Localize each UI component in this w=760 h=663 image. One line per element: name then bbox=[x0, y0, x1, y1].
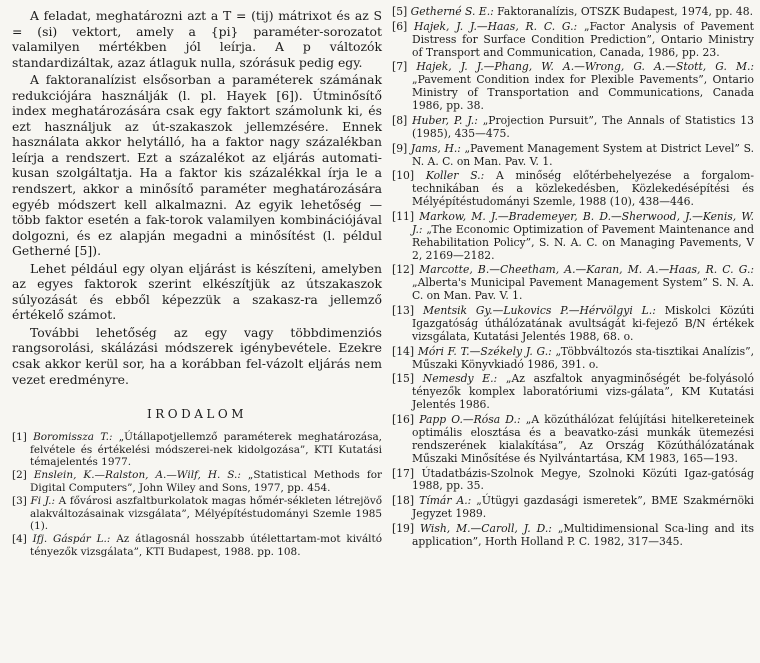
reference-list-left bbox=[12, 431, 382, 558]
reference-item bbox=[12, 469, 382, 494]
reference-author: Móri F. T.—Székely J. G.: bbox=[417, 344, 552, 358]
reference-author: Mentsik Gy.—Lukovics P.—Hérvölgyi L.: bbox=[422, 304, 656, 318]
body-paragraph-4: További lehetőség az egy vagy többdimenziós rangsorolási, skálázási módszerek igénybevétele. Ezekre csak akkor kerül sor, ha a korábban fel-vázolt eljárás nem vezet eredményre. bbox=[12, 324, 382, 387]
reference-author: Enslein, K.—Ralston, A.—Wilf, H. S.: bbox=[33, 469, 241, 482]
reference-item bbox=[12, 533, 382, 558]
reference-item bbox=[392, 170, 754, 209]
left-column bbox=[12, 8, 382, 559]
reference-number: [3] bbox=[12, 495, 27, 508]
reference-text: „Az aszfaltok anyagminőségét be-folyásoló tényezők komplex laboratóriumi vizs-gálata”, KM Kutatási Jelentés 1986. bbox=[412, 372, 754, 412]
reference-number: [9] bbox=[392, 141, 408, 155]
reference-item bbox=[392, 6, 754, 19]
reference-item bbox=[392, 495, 754, 521]
reference-text: A fővárosi aszfaltburkolatok magas hőmér-sékleten létrejövő alakváltozásainak vizsgálata”, Mélyépítéstudományi Szemle 1985 (1). bbox=[30, 495, 382, 533]
reference-author: Jams, H.: bbox=[410, 141, 461, 155]
reference-number: [15] bbox=[392, 372, 415, 386]
reference-item bbox=[392, 346, 754, 372]
body-paragraph-2: A faktoranalízist elsősorban a paraméterek számának redukciójára használják (l. pl. Hayek [6]). Útminősítő index meghatározására csak egy faktort számolunk ki, és ezt használjuk az út-szakaszok jellemzésére. Ennek használata akkor helytálló, ha a faktor nagy százalékban leírja a rendszert. Ezt a százalékot az eljárás automati-kusan szolgáltatja. Ha a faktor kis százalékkal írja le a rendszert, akkor a minősítő paraméter meghatározására egyéb módszert kell alkalmazni. Az egyik lehetőség — több faktor esetén a fak-torok valamilyen kombinációjával dolgozni, és ez alapján megadni a minősítést (l. példul Getherné [5]). bbox=[12, 72, 382, 259]
reference-item bbox=[392, 211, 754, 263]
reference-text: „Multidimensional Sca-ling and its application”, Horth Holland P. C. 1982, 317—345. bbox=[412, 521, 754, 548]
reference-item bbox=[392, 414, 754, 466]
reference-author: Hajek, J. J.—Haas, R. C. G.: bbox=[414, 19, 578, 33]
reference-item bbox=[12, 495, 382, 533]
reference-author: Boromissza T.: bbox=[33, 431, 113, 444]
reference-text: „A közúthálózat felújítási hitelkereteinek optimális elosztása és a beavatko-zási munkák ütemezési rendszerének kialakítása”, Az Ország Közúthálózatának Műszaki Minősítése és Nyilvántartása, KM 1983, 165—193. bbox=[412, 412, 755, 465]
reference-text: Az átlagosnál hosszabb útélettartam-mot kiváltó tényezők vizsgálata”, KTI Budapest, 1988. pp. 108. bbox=[30, 533, 382, 558]
reference-item bbox=[392, 21, 754, 60]
reference-number: [8] bbox=[392, 113, 408, 127]
reference-author: Tímár A.: bbox=[419, 494, 472, 508]
reference-author: Papp O.—Rósa D.: bbox=[419, 412, 521, 426]
reference-number: [10] bbox=[392, 169, 415, 183]
reference-text: „Pavement Management System at District Level” S. N. A. C. on Man. Pav. V. 1. bbox=[412, 141, 754, 168]
reference-item bbox=[392, 468, 754, 494]
reference-author: Marcotte, B.—Cheetham, A.—Karan, M. A.—Haas, R. C. G.: bbox=[419, 263, 754, 277]
reference-number: [12] bbox=[392, 263, 415, 277]
reference-number: [11] bbox=[392, 209, 415, 223]
reference-item bbox=[392, 373, 754, 412]
reference-text: „Pavement Condition index for Plexible Pavements”, Ontario Ministry of Transportation and Communications, Canada 1986, pp. 38. bbox=[412, 73, 754, 113]
reference-number: [19] bbox=[392, 521, 415, 535]
reference-number: [4] bbox=[12, 533, 27, 546]
reference-number: [17] bbox=[392, 466, 415, 480]
reference-number: [1] bbox=[12, 431, 27, 444]
reference-author: Nemesdy E.: bbox=[422, 372, 498, 386]
reference-text: „Statistical Methods for Digital Computers”, John Wiley and Sons, 1977, pp. 454. bbox=[30, 469, 382, 494]
reference-author: Getherné S. E.: bbox=[410, 5, 494, 18]
reference-number: [5] bbox=[392, 5, 408, 18]
reference-number: [6] bbox=[392, 19, 408, 33]
reference-text: „Factor Analysis of Pavement Distress for Surface Condition Prediction”, Ontario Ministry of Transport and Communication, Canada, 1986, pp. 23. bbox=[412, 19, 755, 59]
reference-author: Huber, P. J.: bbox=[412, 113, 478, 127]
reference-list-right bbox=[392, 6, 754, 549]
reference-author: Markow, M. J.—Brademeyer, B. D.—Sherwood, J.—Kenis, W. J.: bbox=[412, 209, 755, 236]
reference-text: „The Economic Optimization of Pavement Maintenance and Rehabilitation Policy”, S. N. A. C. on Managing Pavements, V 2, 2169—2182. bbox=[412, 222, 754, 262]
reference-text: „Alberta's Municipal Pavement Management System” S. N. A. C. on Man. Pav. V. 1. bbox=[412, 276, 754, 303]
reference-item bbox=[392, 523, 754, 549]
reference-item bbox=[12, 431, 382, 469]
reference-item bbox=[392, 143, 754, 169]
body-paragraph-1: A feladat, meghatározni azt a T = (tij) mátrixot és az S = (si) vektort, amely a {pi} paraméter-sorozatot valamilyen mértékben jól leírja. A p változók standardizáltak, azaz átlaguk nulla, szórásuk pedig egy. bbox=[12, 8, 382, 70]
reference-author: Ifj. Gáspár L.: bbox=[32, 533, 111, 546]
reference-author: Hajek, J. J.—Phang, W. A.—Wrong, G. A.—Stott, G. M.: bbox=[416, 60, 754, 74]
reference-text: Faktoranalízis, OTSZK Budapest, 1974, pp. 48. bbox=[493, 5, 754, 18]
reference-author: Fi J.: bbox=[30, 495, 55, 508]
reference-number: [2] bbox=[12, 469, 27, 482]
reference-item bbox=[392, 264, 754, 303]
reference-item bbox=[392, 305, 754, 344]
body-paragraph-3: Lehet például egy olyan eljárást is készíteni, amelyben az egyes faktorok szerint elkészítjük az útszakaszok súlyozását és ebből képezzük a szakasz-ra jellemző értékelő számot. bbox=[12, 260, 382, 323]
reference-number: [13] bbox=[392, 304, 415, 318]
right-column bbox=[392, 6, 754, 551]
reference-number: [7] bbox=[392, 60, 408, 74]
reference-author: Wish, M.—Caroll, J. D.: bbox=[420, 521, 552, 535]
reference-item bbox=[392, 115, 754, 141]
reference-text: „Többváltozós sta-tisztikai Analízis”, Műszaki Könyvkiadó 1986, 391. o. bbox=[412, 344, 754, 371]
reference-text: Miskolci Közúti Igazgatóság úthálózatának avultságát ki-fejező B/N értékek vizsgálata, Kutatási Jelentés 1988, 68. o. bbox=[412, 304, 755, 343]
reference-text: Útadatbázis-Szolnok Megye, Szolnoki Közúti Igaz-gatóság 1988, pp. 35. bbox=[412, 466, 754, 493]
reference-item bbox=[392, 61, 754, 113]
reference-number: [14] bbox=[392, 344, 415, 358]
references-heading: IRODALOM bbox=[147, 407, 247, 422]
reference-text: „Útállapotjellemző paraméterek meghatározása, felvétele és értékelési módszerei-nek kidolgozása”, KTI Kutatási témajelentés 1977. bbox=[30, 431, 382, 469]
reference-author: Koller S.: bbox=[425, 169, 485, 183]
reference-number: [16] bbox=[392, 412, 415, 426]
reference-text: A minőség előtérbehelyezése a forgalom-technikában és a közlekedésben, Közlekedésépítési és Mélyépítéstudományi Szemle, 1988 (10), 438—446. bbox=[412, 169, 754, 209]
reference-text: „Projection Pursuit”, The Annals of Statistics 13 (1985), 435—475. bbox=[412, 113, 754, 140]
reference-text: „Útügyi gazdasági ismeretek”, BME Szakmérnöki Jegyzet 1989. bbox=[412, 494, 754, 521]
reference-number: [18] bbox=[392, 494, 415, 508]
